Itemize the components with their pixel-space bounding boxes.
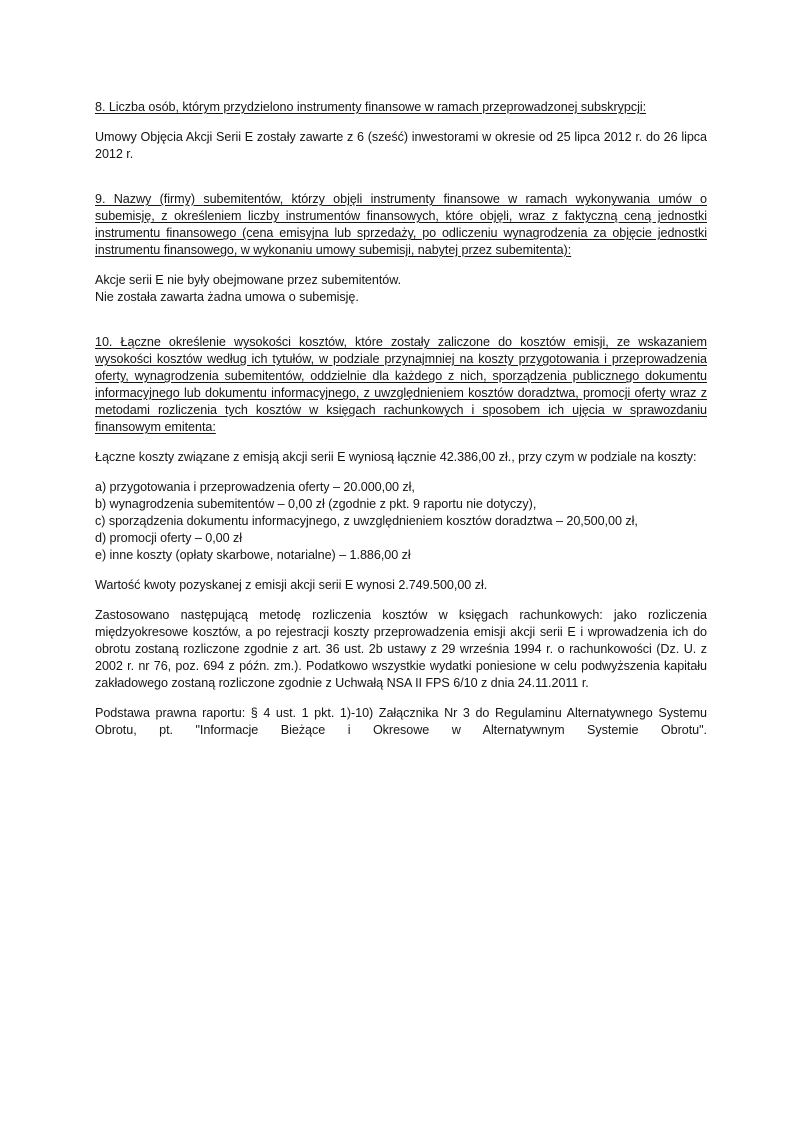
cost-item-d: d) promocji oferty – 0,00 zł [95, 531, 242, 545]
section-8-paragraph: Umowy Objęcia Akcji Serii E zostały zawarte z 6 (sześć) inwestorami w okresie od 25 lipca 2012 r. do 26 lipca 2012 r. [95, 130, 707, 161]
section-10-costs-intro: Łączne koszty związane z emisją akcji serii E wyniosą łącznie 42.386,00 zł., przy czym w podziale na koszty: [95, 450, 697, 464]
cost-item-c: c) sporządzenia dokumentu informacyjnego, z uwzględnieniem kosztów doradztwa – 20,500,00 zł, [95, 514, 638, 528]
section-9-line-1: Akcje serii E nie były obejmowane przez subemitentów. [95, 273, 402, 287]
legal-basis-paragraph: Podstawa prawna raportu: § 4 ust. 1 pkt. 1)-10) Załącznika Nr 3 do Regulaminu Alternatywnego Systemu Obrotu, pt. "Informacje Bieżące i Okresowe w Alternatywnym Systemie Obrotu". [95, 706, 707, 737]
issue-value-note: Wartość kwoty pozyskanej z emisji akcji serii E wynosi 2.749.500,00 zł. [95, 578, 488, 592]
section-9-heading: 9. Nazwy (firmy) subemitentów, którzy objęli instrumenty finansowe w ramach wykonywania umów o subemisję, z określeniem liczby instrumentów finansowych, które objęli, wraz z faktyczną ceną jednostki instrumentu finansowego (cena emisyjna lub sprzedaży, po odliczeniu wynagrodzenia za objęcie jednostki instrumentu finansowego, w wykonaniu umowy subemisji, nabytej przez subemitenta): [95, 192, 707, 257]
section-10-heading: 10. Łączne określenie wysokości kosztów, które zostały zaliczone do kosztów emisji, ze wskazaniem wysokości kosztów według ich tytułów, w podziale przynajmniej na koszty przygotowania i przeprowadzenia oferty, wynagrodzenia subemitentów, oddzielnie dla każdego z nich, sporządzenia publicznego dokumentu informacyjnego lub dokumentu informacyjnego, z uwzględnieniem kosztów doradztwa, promocji oferty wraz z metodami rozliczenia tych kosztów w księgach rachunkowych i sposobem ich ujęcia w sprawozdaniu finansowym emitenta: [95, 335, 707, 434]
section-10-cost-items [95, 479, 707, 564]
accounting-method-paragraph: Zastosowano następującą metodę rozliczenia kosztów w księgach rachunkowych: jako rozliczenia międzyokresowe kosztów, a po rejestracji koszty przeprowadzenia emisji akcji serii E i wprowadzenia ich do obrotu zostaną rozliczone zgodnie z art. 36 ust. 2b ustawy z 29 września 1994 r. o rachunkowości (Dz. U. z 2002 r. nr 76, poz. 694 z późn. zm.). Podatkowo wszystkie wydatki poniesione w celu podwyższenia kapitału zakładowego zostaną rozliczone zgodnie z Uchwałą NSA II FPS 6/10 z dnia 24.11.2011 r. [95, 608, 707, 690]
section-8-heading: 8. Liczba osób, którym przydzielono instrumenty finansowe w ramach przeprowadzonej subskrypcji: [95, 100, 647, 114]
cost-item-a: a) przygotowania i przeprowadzenia oferty – 20.000,00 zł, [95, 480, 415, 494]
section-9-paragraph [95, 272, 707, 306]
section-9-line-2: Nie została zawarta żadna umowa o subemisję. [95, 290, 359, 304]
cost-item-b: b) wynagrodzenia subemitentów – 0,00 zł (zgodnie z pkt. 9 raportu nie dotyczy), [95, 497, 537, 511]
cost-item-e: e) inne koszty (opłaty skarbowe, notarialne) – 1.886,00 zł [95, 548, 411, 562]
